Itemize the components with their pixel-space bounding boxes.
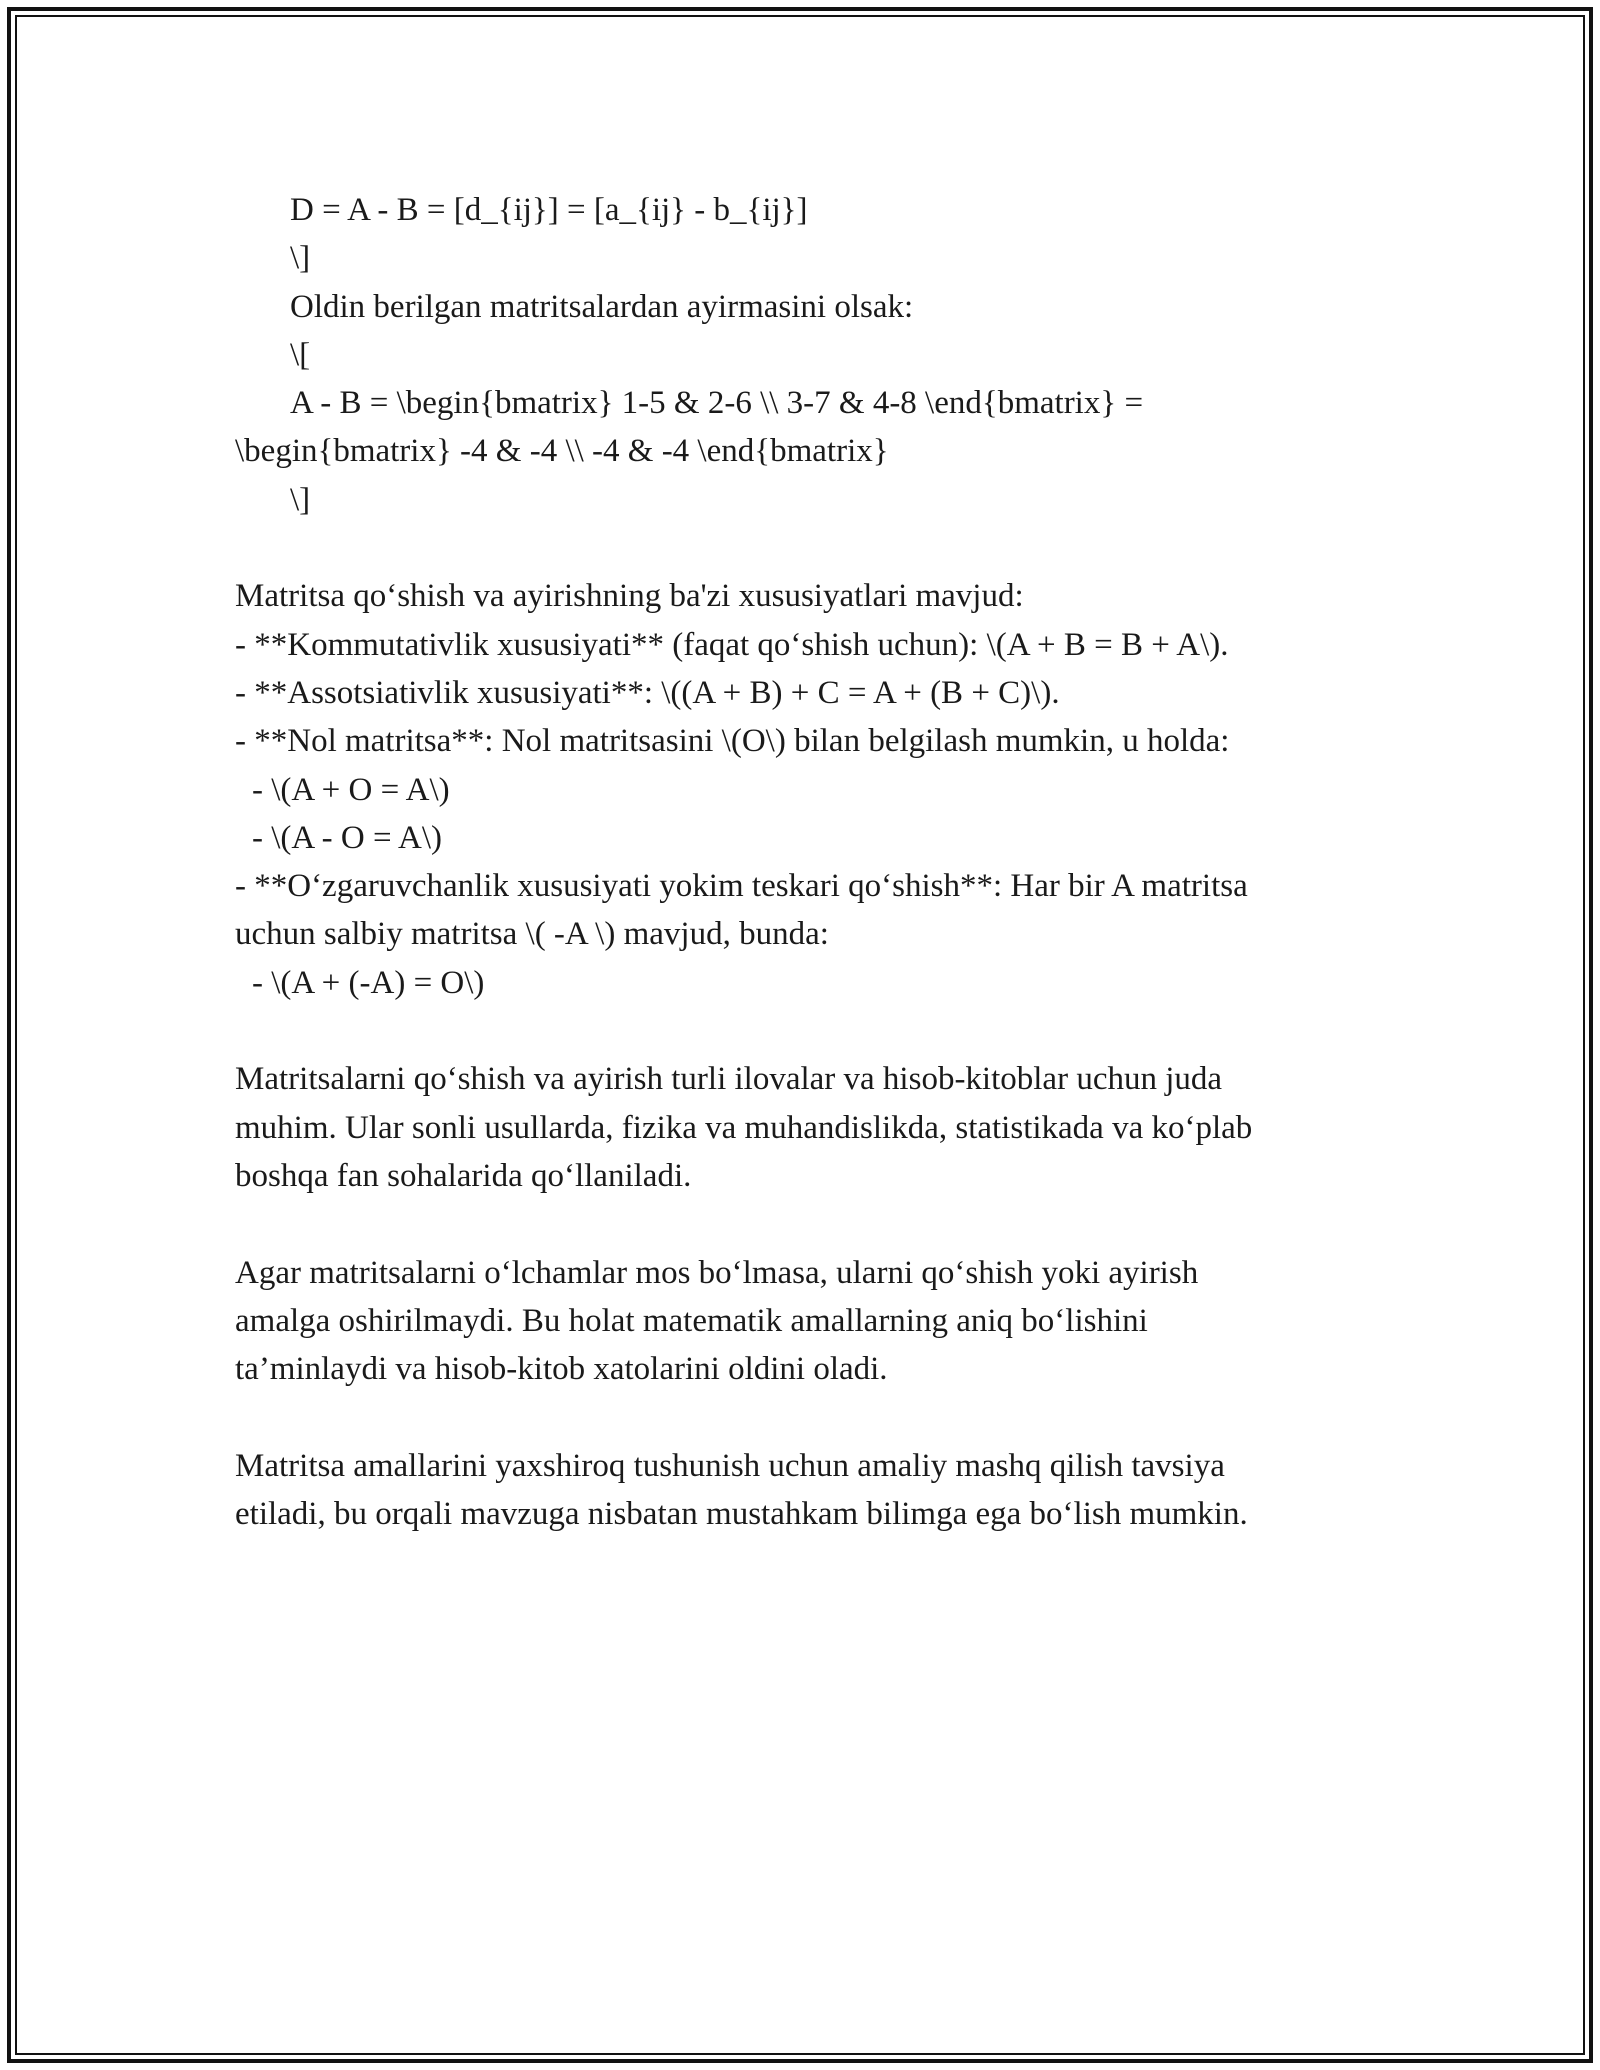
formula-line: Oldin berilgan matritsalardan ayirmasini olsak: [290,288,914,325]
paragraph-line: amalga oshirilmaydi. Bu holat matematik amallarning aniq bo‘lishini [235,1302,1148,1339]
list-item: - **Kommutativlik xususiyati** (faqat qo‘shish uchun): \(A + B = B + A\). [235,626,1229,663]
paragraph-practice [235,1442,1385,1539]
formula-block [235,186,1385,524]
list-item: - **O‘zgaruvchanlik xususiyati yokim teskari qo‘shish**: Har bir A matritsa [235,868,1248,905]
list-item: - **Assotsiativlik xususiyati**: \((A + B) + C = A + (B + C)\). [235,674,1060,711]
paragraph-dimensions [235,1249,1385,1394]
list-item-continuation: uchun salbiy matritsa \( -A \) mavjud, bunda: [235,916,829,953]
paragraph-gap [235,1393,1385,1441]
document-page [235,186,1385,1538]
paragraph-line: Agar matritsalarni o‘lchamlar mos bo‘lmasa, ularni qo‘shish yoki ayirish [235,1254,1199,1291]
paragraph-line: Matritsalarni qo‘shish va ayirish turli ilovalar va hisob-kitoblar uchun juda [235,1061,1223,1098]
formula-line: \[ [290,336,311,373]
paragraph-gap [235,524,1385,572]
properties-list [235,572,1385,1007]
formula-line: D = A - B = [d_{ij}] = [a_{ij} - b_{ij}] [290,192,808,228]
properties-intro: Matritsa qo‘shish va ayirishning ba'zi xususiyatlari mavjud: [235,578,1024,615]
paragraph-line: ta’minlaydi va hisob-kitob xatolarini oldini oladi. [235,1351,888,1388]
sub-list-item: - \(A - O = A\) [252,819,443,856]
list-item: - **Nol matritsa**: Nol matritsasini \(O\) bilan belgilash mumkin, u holda: [235,723,1230,760]
paragraph-applications [235,1055,1385,1200]
paragraph-gap [235,1200,1385,1248]
formula-line: \begin{bmatrix} -4 & -4 \\ -4 & -4 \end{bmatrix} [235,433,889,470]
sub-list-item: - \(A + (-A) = O\) [252,964,485,1001]
paragraph-gap [235,1007,1385,1055]
formula-line: \] [290,481,311,518]
formula-line: \] [290,240,311,277]
formula-line: A - B = \begin{bmatrix} 1-5 & 2-6 \\ 3-7 & 4-8 \end{bmatrix} = [290,385,1144,422]
paragraph-line: Matritsa amallarini yaxshiroq tushunish uchun amaliy mashq qilish tavsiya [235,1447,1225,1484]
paragraph-line: etiladi, bu orqali mavzuga nisbatan mustahkam bilimga ega bo‘lish mumkin. [235,1496,1248,1533]
sub-list-item: - \(A + O = A\) [252,771,450,808]
paragraph-line: muhim. Ular sonli usullarda, fizika va muhandislikda, statistikada va ko‘plab [235,1109,1253,1146]
paragraph-line: boshqa fan sohalarida qo‘llaniladi. [235,1157,692,1194]
